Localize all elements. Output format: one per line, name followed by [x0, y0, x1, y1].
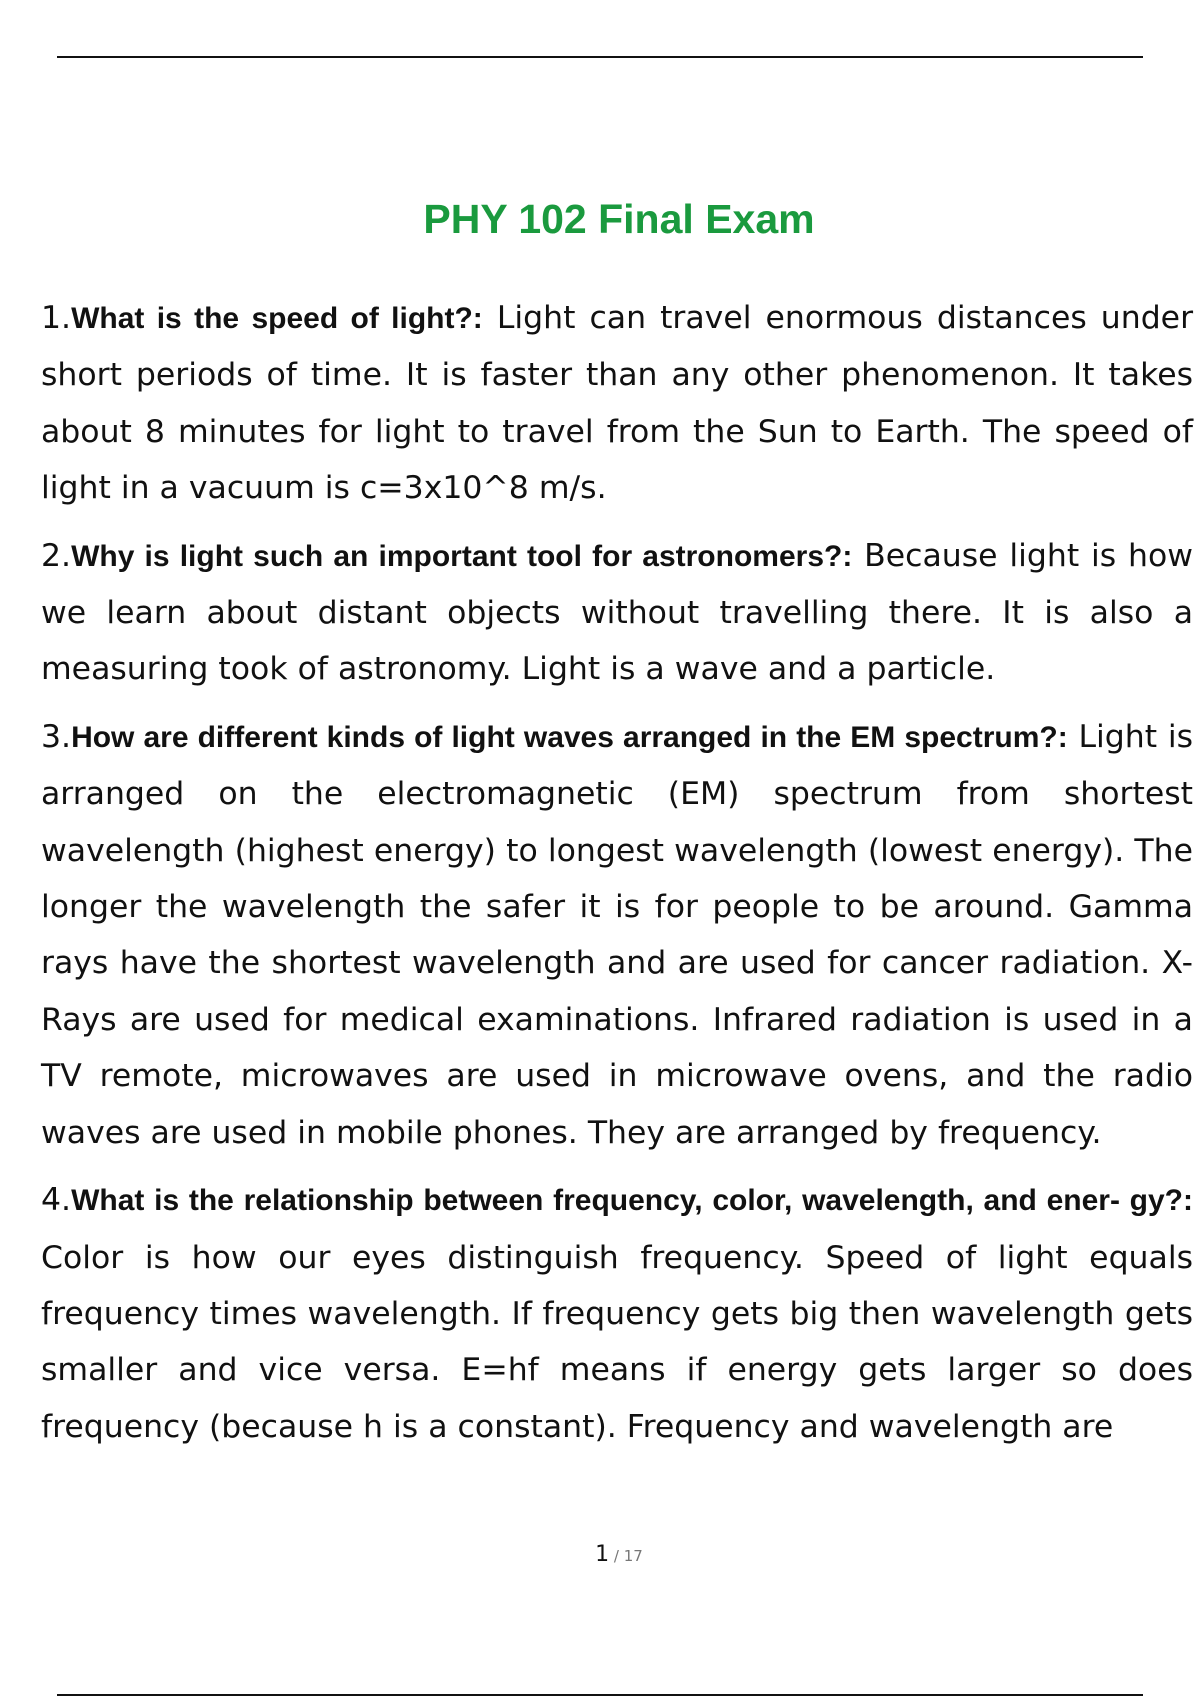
- question-item-3: [41, 709, 1193, 1161]
- bottom-rule: [57, 1694, 1143, 1696]
- answer-text: Light is arranged on the electromagnetic (EM) spectrum from shortest wavelength (highest energy) to longest wavelength (lowest energy). The longer the wavelength the safer it is for people to be around. Gamma rays have the shortest wavelength and are used for cancer radiation. X-Rays are used for medical examinations. Infrared radiation is used in a TV remote, microwaves are used in microwave ovens, and the radio waves are used in mobile phones. They are arranged by frequency.: [41, 718, 1193, 1151]
- total-pages: 17: [623, 1547, 643, 1565]
- question-item-4: [41, 1172, 1193, 1455]
- question-text: How are different kinds of light waves arranged in the EM spectrum?:: [71, 720, 1068, 754]
- question-number: 4.: [41, 1182, 72, 1219]
- question-text: Why is light such an important tool for astronomers?:: [71, 539, 853, 573]
- top-rule: [57, 56, 1143, 58]
- question-item-1: [41, 290, 1193, 517]
- document-title: PHY 102 Final Exam: [423, 196, 815, 242]
- answer-text: Because light is how we learn about distant objects without travelling there. It is also a measuring took of astronomy. Light is a wave and a particle.: [41, 537, 1193, 688]
- answer-text: Color is how our eyes distinguish frequency. Speed of light equals frequency times wavelength. If frequency gets big then wavelength gets smaller and vice versa. E=hf means if energy gets larger so does frequency (because h is a constant). Frequency and wavelength are: [41, 1239, 1193, 1445]
- question-text: What is the relationship between frequency, color, wavelength, and ener- gy?:: [71, 1184, 1193, 1218]
- question-number: 3.: [41, 718, 72, 755]
- question-text: What is the speed of light?:: [71, 302, 483, 335]
- answer-text: Light can travel enormous distances under short periods of time. It is faster than any other phenomenon. It takes about 8 minutes for light to travel from the Sun to Earth. The speed of light in a vacuum is c=3x10^8 m/s.: [41, 300, 1194, 507]
- page-indicator: [0, 1540, 1200, 1571]
- question-list: [41, 290, 1193, 1466]
- question-item-2: [41, 528, 1193, 698]
- page-separator: /: [609, 1547, 624, 1565]
- question-number: 1.: [41, 300, 72, 336]
- question-number: 2.: [41, 537, 72, 574]
- current-page: 1: [595, 1542, 610, 1567]
